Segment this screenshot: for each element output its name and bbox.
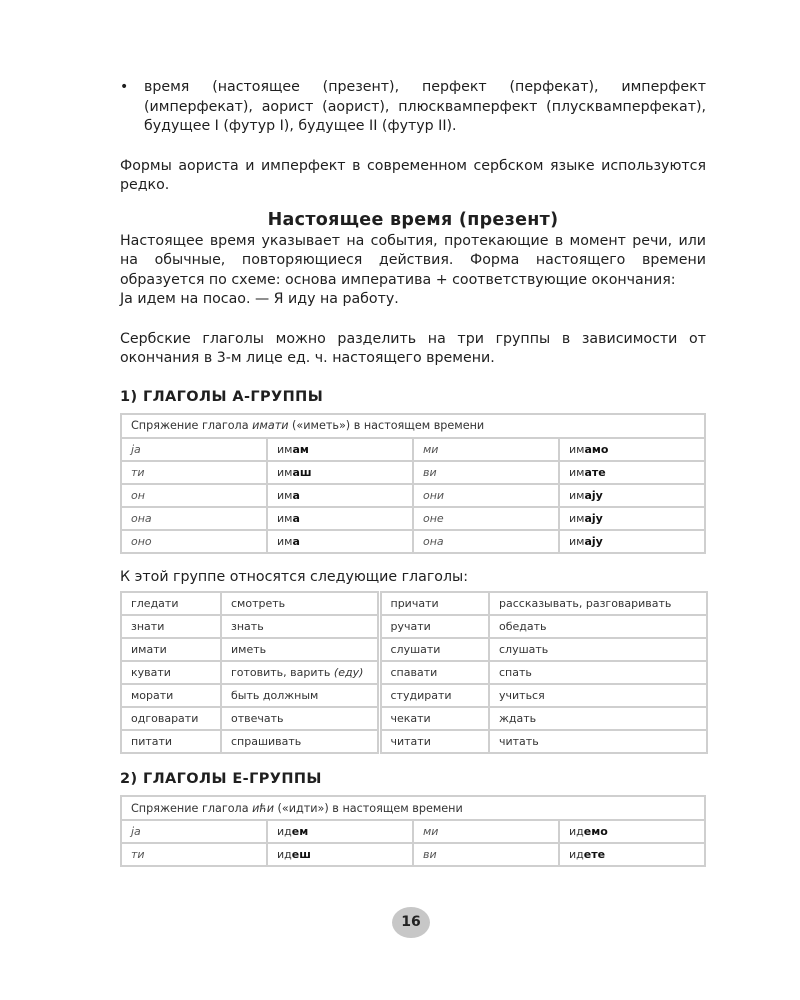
pronoun-cell: ти	[121, 843, 267, 866]
table-row	[121, 638, 707, 661]
form-cell: имаш	[267, 461, 413, 484]
serbian-verb: питати	[121, 730, 221, 753]
table-row	[121, 684, 707, 707]
ici-conjugation-table	[120, 795, 706, 867]
table-row	[121, 820, 705, 843]
serbian-verb: одговарати	[121, 707, 221, 730]
a-group-verbs-table	[120, 591, 708, 754]
table-row	[121, 730, 707, 753]
pronoun-cell: оне	[413, 507, 559, 530]
table-row	[121, 530, 705, 553]
bullet-icon: •	[120, 79, 129, 95]
russian-translation: отвечать	[221, 707, 379, 730]
form-cell: имате	[559, 461, 705, 484]
table-row	[121, 438, 705, 461]
russian-translation: иметь	[221, 638, 379, 661]
form-cell: има	[267, 507, 413, 530]
table-row	[121, 592, 707, 615]
table-row	[121, 843, 705, 866]
table-row	[121, 461, 705, 484]
present-tense-description	[120, 232, 706, 310]
section-title: Настоящее время (презент)	[267, 209, 559, 230]
form-cell: идете	[559, 843, 705, 866]
form-cell: имају	[559, 484, 705, 507]
serbian-verb: знати	[121, 615, 221, 638]
pronoun-cell: он	[121, 484, 267, 507]
imati-conjugation-table	[120, 413, 706, 554]
russian-translation: учиться	[489, 684, 707, 707]
pronoun-cell: ја	[121, 820, 267, 843]
verbs-intro: К этой группе относятся следующие глаголы:	[120, 568, 469, 585]
group-a-heading: 1) ГЛАГОЛЫ А-ГРУППЫ	[120, 388, 324, 405]
description-text: Настоящее время указывает на события, протекающие в момент речи, или на обычные, повторяющиеся действия. Форма настоящего времени образуется по схеме: основа императива + соответствующие окончания:	[120, 232, 706, 288]
serbian-verb: чекати	[379, 707, 489, 730]
form-cell: имамо	[559, 438, 705, 461]
serbian-verb: спавати	[379, 661, 489, 684]
page-content	[120, 78, 706, 867]
serbian-verb: студирати	[379, 684, 489, 707]
pronoun-cell: ја	[121, 438, 267, 461]
russian-translation: читать	[489, 730, 707, 753]
pronoun-cell: ти	[121, 461, 267, 484]
aorist-note: Формы аориста и имперфект в современном сербском языке используются редко.	[120, 157, 706, 193]
russian-translation: рассказывать, разговаривать	[489, 592, 707, 615]
russian-translation: спрашивать	[221, 730, 379, 753]
tenses-bullet	[120, 78, 706, 137]
serbian-verb: морати	[121, 684, 221, 707]
table-caption: Спряжение глагола ићи («идти») в настоящем времени	[121, 796, 705, 820]
serbian-verb: слушати	[379, 638, 489, 661]
form-cell: идемо	[559, 820, 705, 843]
russian-translation: готовить, варить (еду)	[221, 661, 379, 684]
form-cell: идеш	[267, 843, 413, 866]
pronoun-cell: ми	[413, 820, 559, 843]
serbian-verb: ручати	[379, 615, 489, 638]
page-number-badge: 16	[392, 907, 430, 938]
serbian-verb: имати	[121, 638, 221, 661]
example-sentence: Ја идем на посао. — Я иду на работу.	[120, 291, 399, 307]
form-cell: има	[267, 484, 413, 507]
serbian-verb: читати	[379, 730, 489, 753]
table-row	[121, 615, 707, 638]
table-row	[121, 661, 707, 684]
groups-description: Сербские глаголы можно разделить на три группы в зависимости от окончания в 3-м лице ед. ч. настоящего времени.	[120, 330, 706, 366]
pronoun-cell: они	[413, 484, 559, 507]
serbian-verb: кувати	[121, 661, 221, 684]
russian-translation: знать	[221, 615, 379, 638]
pronoun-cell: она	[121, 507, 267, 530]
table-caption: Спряжение глагола имати («иметь») в настоящем времени	[121, 414, 705, 438]
russian-translation: слушать	[489, 638, 707, 661]
pronoun-cell: ви	[413, 843, 559, 866]
russian-translation: обедать	[489, 615, 707, 638]
bullet-text: время (настоящее (презент), перфект (перфекат), имперфект (имперфекат), аорист (аорист), плюсквамперфект (плусквамперфекат), будущее I (футур I), будущее II (футур II).	[144, 79, 706, 134]
serbian-verb: причати	[379, 592, 489, 615]
table-row	[121, 707, 707, 730]
pronoun-cell: оно	[121, 530, 267, 553]
table-row	[121, 507, 705, 530]
group-e-heading: 2) ГЛАГОЛЫ Е-ГРУППЫ	[120, 771, 322, 787]
russian-translation: смотреть	[221, 592, 379, 615]
form-cell: има	[267, 530, 413, 553]
form-cell: идем	[267, 820, 413, 843]
russian-translation: быть должным	[221, 684, 379, 707]
russian-translation: спать	[489, 661, 707, 684]
table-row	[121, 484, 705, 507]
form-cell: имају	[559, 530, 705, 553]
form-cell: имају	[559, 507, 705, 530]
russian-translation: ждать	[489, 707, 707, 730]
form-cell: имам	[267, 438, 413, 461]
pronoun-cell: она	[413, 530, 559, 553]
serbian-verb: гледати	[121, 592, 221, 615]
pronoun-cell: ми	[413, 438, 559, 461]
pronoun-cell: ви	[413, 461, 559, 484]
